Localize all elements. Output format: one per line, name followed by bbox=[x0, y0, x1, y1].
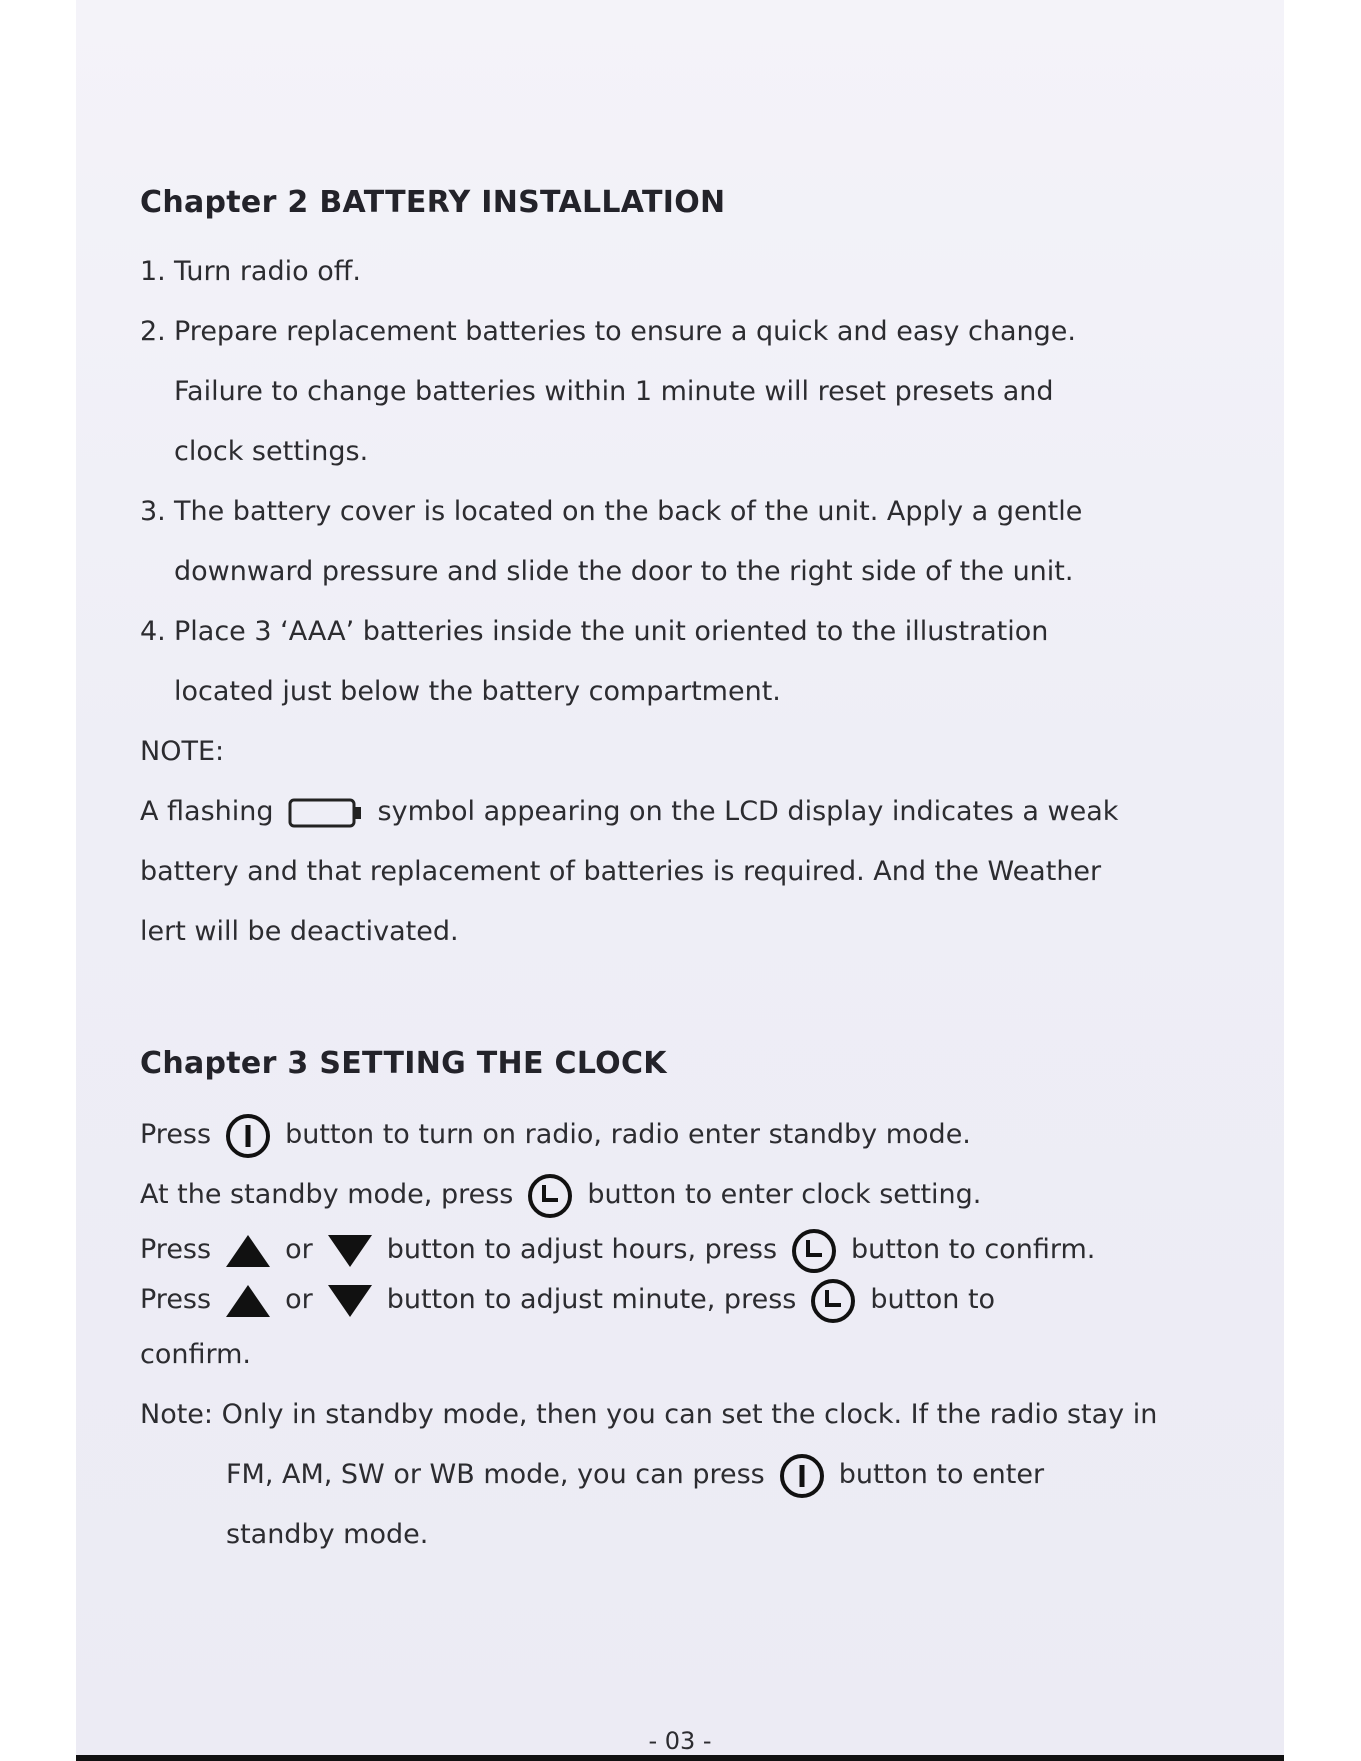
clock-line-2 bbox=[140, 1165, 1260, 1225]
text: or bbox=[285, 1284, 313, 1315]
power-button-icon bbox=[225, 1113, 271, 1159]
text: FM, AM, SW or WB mode, you can press bbox=[226, 1459, 765, 1490]
step-1 bbox=[140, 242, 1260, 302]
step-text: Turn radio off. bbox=[174, 256, 361, 287]
clock-line-5: confirm. bbox=[140, 1339, 251, 1370]
step-text: located just below the battery compartment. bbox=[174, 676, 781, 707]
text: button to adjust hours, press bbox=[386, 1234, 778, 1265]
clock-note-line-3: standby mode. bbox=[226, 1519, 429, 1550]
power-button-icon bbox=[779, 1453, 825, 1499]
chapter-3-title: Chapter 3 SETTING THE CLOCK bbox=[140, 1046, 667, 1081]
text: Press bbox=[140, 1234, 212, 1265]
down-triangle-icon bbox=[327, 1284, 373, 1318]
up-triangle-icon bbox=[225, 1284, 271, 1318]
step-3 bbox=[140, 482, 1260, 602]
down-triangle-icon bbox=[327, 1234, 373, 1268]
note-line-1 bbox=[140, 782, 1260, 842]
step-number: 2. bbox=[140, 316, 166, 347]
step-number: 4. bbox=[140, 616, 166, 647]
up-triangle-icon bbox=[225, 1234, 271, 1268]
text: At the standby mode, press bbox=[140, 1179, 514, 1210]
text: button to confirm. bbox=[851, 1234, 1096, 1265]
text: or bbox=[285, 1234, 313, 1265]
clock-line-1 bbox=[140, 1105, 1260, 1165]
step-text: Place 3 ‘AAA’ batteries inside the unit oriented to the illustration bbox=[174, 616, 1049, 647]
manual-page bbox=[76, 0, 1284, 1761]
clock-line-4 bbox=[140, 1275, 1260, 1325]
note-label: NOTE: bbox=[140, 736, 225, 767]
clock-button-icon bbox=[527, 1173, 573, 1219]
note-line-3: lert will be deactivated. bbox=[140, 916, 459, 947]
note-text: A flashing bbox=[140, 796, 274, 827]
step-2 bbox=[140, 302, 1260, 482]
text: Press bbox=[140, 1284, 212, 1315]
step-text: clock settings. bbox=[174, 436, 369, 467]
chapter-2-title: Chapter 2 BATTERY INSTALLATION bbox=[140, 185, 726, 220]
clock-note-line-1: Note: Only in standby mode, then you can set the clock. If the radio stay in bbox=[140, 1399, 1158, 1430]
scan-edge bbox=[76, 1755, 1284, 1761]
page-number: - 03 - bbox=[648, 1727, 712, 1755]
battery-icon bbox=[288, 797, 364, 829]
page-content bbox=[140, 185, 1260, 1565]
step-text: The battery cover is located on the back of the unit. Apply a gentle bbox=[174, 496, 1083, 527]
text: button to bbox=[870, 1284, 996, 1315]
text: button to turn on radio, radio enter standby mode. bbox=[285, 1119, 971, 1150]
clock-note-line-2 bbox=[140, 1445, 1260, 1505]
note-text: symbol appearing on the LCD display indicates a weak bbox=[377, 796, 1119, 827]
step-text: Prepare replacement batteries to ensure a quick and easy change. bbox=[174, 316, 1076, 347]
step-number: 3. bbox=[140, 496, 166, 527]
step-4 bbox=[140, 602, 1260, 722]
clock-line-3 bbox=[140, 1225, 1260, 1275]
step-number: 1. bbox=[140, 256, 166, 287]
clock-button-icon bbox=[791, 1228, 837, 1274]
text: button to enter clock setting. bbox=[587, 1179, 982, 1210]
step-text: Failure to change batteries within 1 minute will reset presets and bbox=[174, 376, 1054, 407]
note-line-2: battery and that replacement of batteries is required. And the Weather bbox=[140, 856, 1102, 887]
clock-button-icon bbox=[810, 1278, 856, 1324]
text: button to adjust minute, press bbox=[386, 1284, 797, 1315]
text: Press bbox=[140, 1119, 212, 1150]
step-text: downward pressure and slide the door to the right side of the unit. bbox=[174, 556, 1074, 587]
text: button to enter bbox=[838, 1459, 1045, 1490]
